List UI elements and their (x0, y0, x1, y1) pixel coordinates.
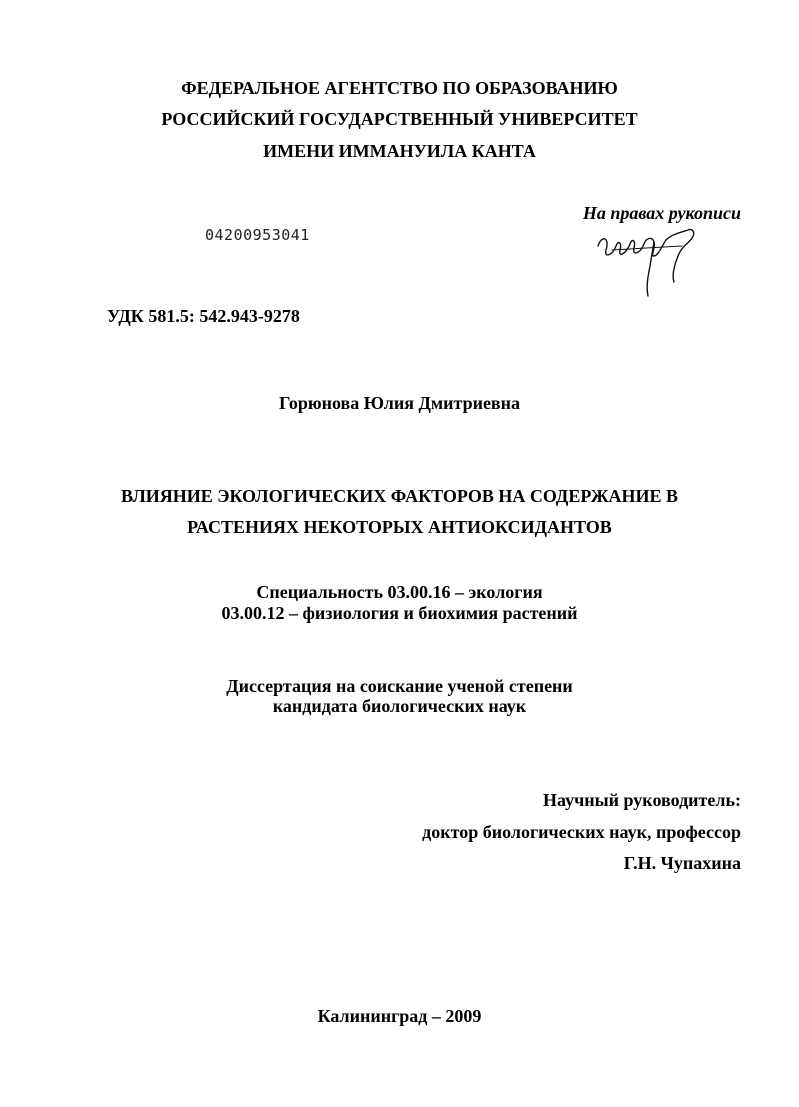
thesis-title-line-1: ВЛИЯНИЕ ЭКОЛОГИЧЕСКИХ ФАКТОРОВ НА СОДЕРЖАНИЕ В (121, 486, 678, 506)
header-line-university: РОССИЙСКИЙ ГОСУДАРСТВЕННЫЙ УНИВЕРСИТЕТ (161, 109, 638, 129)
specialty-line-2: 03.00.12 – физиология и биохимия растений (221, 603, 578, 623)
header-line-named-after: ИМЕНИ ИММАНУИЛА КАНТА (263, 141, 536, 161)
city-year: Калининград – 2009 (317, 1006, 482, 1026)
signature-icon (592, 226, 712, 302)
supervisor-title: доктор биологических наук, профессор (422, 822, 741, 842)
degree-line-2: кандидата биологических наук (272, 696, 527, 716)
specialty-line-1: Специальность 03.00.16 – экология (256, 582, 543, 602)
degree-line-1: Диссертация на соискание ученой степени (226, 676, 573, 696)
header-line-agency: ФЕДЕРАЛЬНОЕ АГЕНТСТВО ПО ОБРАЗОВАНИЮ (181, 78, 618, 98)
catalog-number: 04200953041 (205, 226, 310, 244)
author-name: Горюнова Юлия Дмитриевна (278, 393, 521, 413)
supervisor-name: Г.Н. Чупахина (623, 853, 741, 873)
thesis-title-line-2: РАСТЕНИЯХ НЕКОТОРЫХ АНТИОКСИДАНТОВ (187, 517, 612, 537)
udk-code: УДК 581.5: 542.943-9278 (107, 306, 300, 326)
supervisor-label: Научный руководитель: (543, 790, 741, 810)
manuscript-note: На правах рукописи (582, 203, 741, 223)
